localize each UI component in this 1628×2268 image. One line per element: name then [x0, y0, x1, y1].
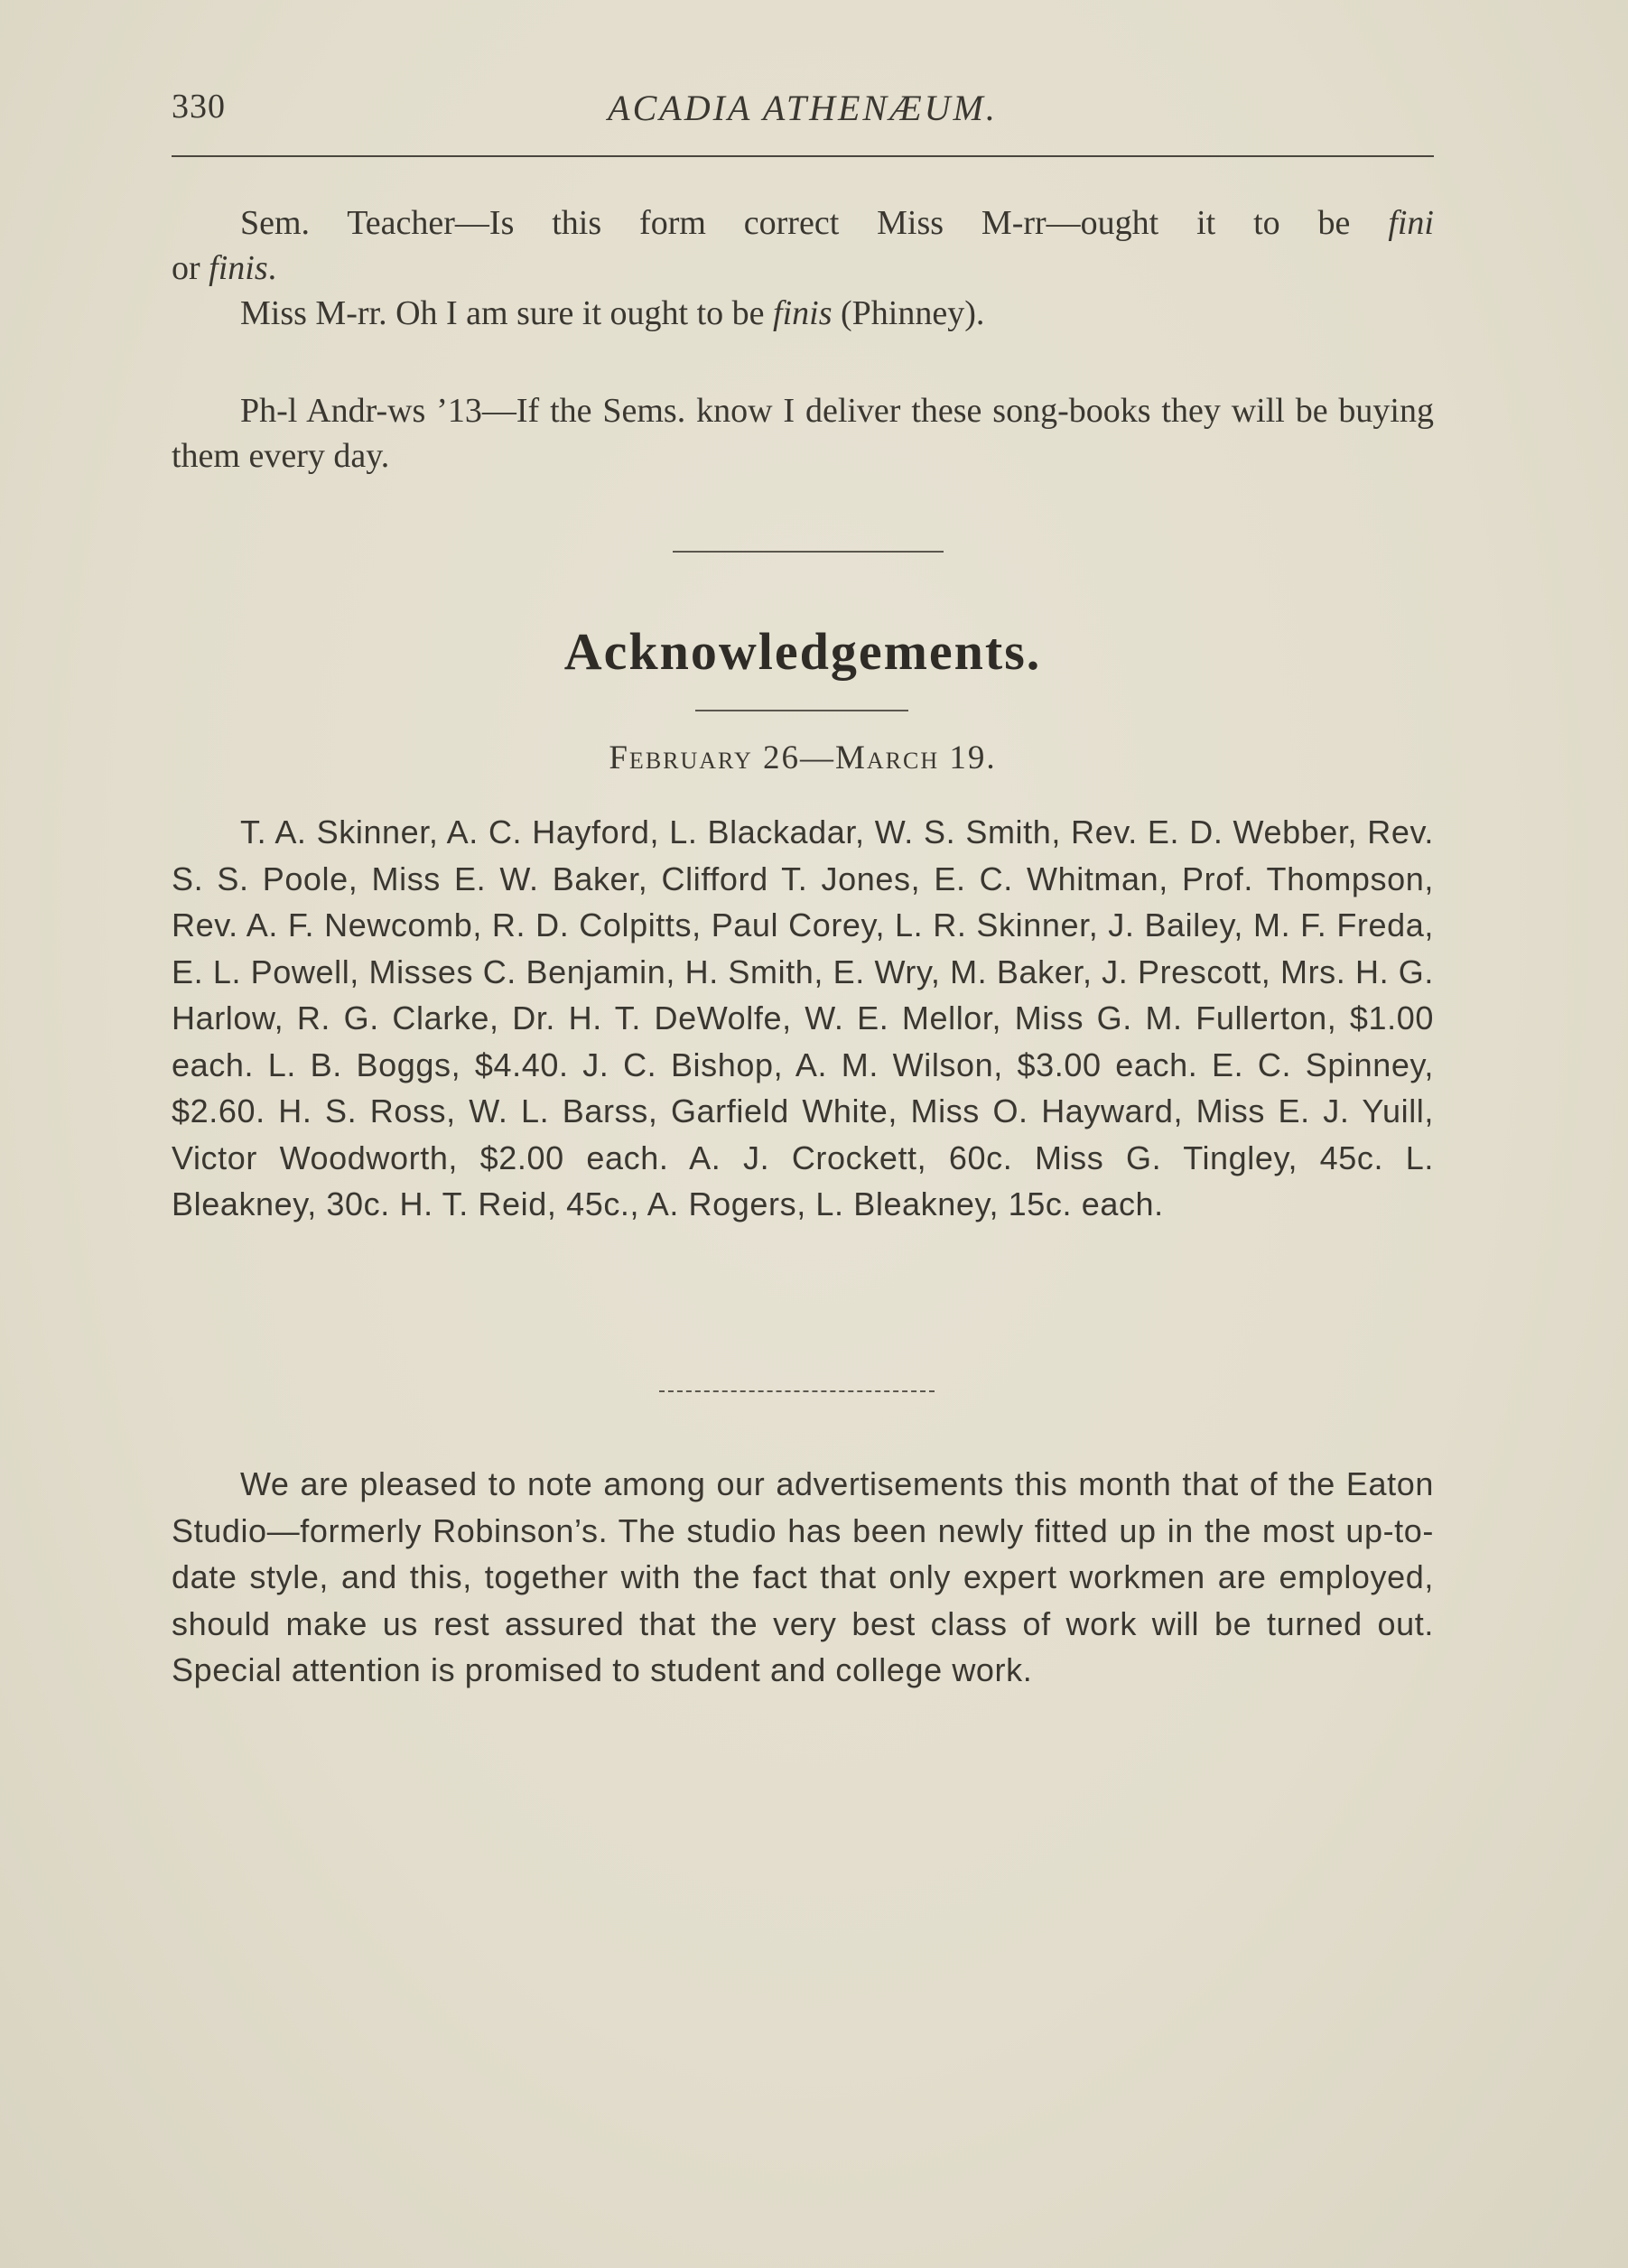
dialogue-line-1-text: Sem. Teacher—Is this form correct Miss M-rr—ought it to be: [240, 204, 1389, 242]
acknowledgements-text: T. A. Skinner, A. C. Hayford, L. Blackadar, W. S. Smith, Rev. E. D. Webber, Rev. S. S. Poole, Miss E. W. Baker, Clifford T. Jones, E. C. Whitman, Prof. Thompson, Rev. A. F. Newcomb, R. D. Colpitts, Paul Corey, L. R. Skinner, J. Bailey, M. F. Freda, E. L. Powell, Misses C. Benjamin, H. Smith, E. Wry, M. Baker, J. Prescott, Mrs. H. G. Harlow, R. G. Clarke, Dr. H. T. DeWolfe, W. E. Mellor, Miss G. M. Fullerton, $1.00 each. L. B. Boggs, $4.40. J. C. Bishop, A. M. Wilson, $3.00 each. E. C. Spinney, $2.60. H. S. Ross, W. L. Barss, Garfield White, Miss O. Hayward, Miss E. J. Yuill, Victor Woodworth, $2.00 each. A. J. Crockett, 60c. Miss G. Tingley, 45c. L. Bleakney, 30c. H. T. Reid, 45c., A. Rogers, L. Bleakney, 15c. each.: [172, 813, 1434, 1222]
notice-block: [172, 1461, 1434, 1694]
acknowledgements-block: [172, 809, 1434, 1228]
quote-text: Ph-l Andr-ws ’13—If the Sems. know I deliver these song-books they will be buying them every day.: [172, 392, 1434, 475]
title-underline: [695, 710, 908, 711]
notice-text: We are pleased to note among our advertisements this month that of the Eaton Studio—formerly Robinson’s. The studio has been newly fitted up in the most up-to-date style, and this, together with the fact that only expert workmen are employed, should make us rest assured that the very best class of work will be turned out. Special attention is promised to student and college work.: [172, 1465, 1434, 1688]
dialogue-line-1-italic: fini: [1388, 204, 1434, 242]
dialogue-block: [172, 200, 1434, 336]
running-head: [172, 83, 1434, 128]
dialogue-line-2-italic: finis: [209, 249, 268, 287]
dialogue-line-2-suffix: .: [267, 249, 277, 287]
dialogue-line-2: [172, 246, 1434, 291]
quote-block: [172, 388, 1434, 479]
dialogue-line-3-italic: finis: [773, 294, 833, 332]
dialogue-line-3-suffix: (Phinney).: [832, 294, 985, 332]
dialogue-line-2-prefix: or: [172, 249, 209, 287]
section-divider-bottom: [659, 1390, 935, 1392]
page-number: 330: [172, 88, 226, 125]
header-rule: [172, 155, 1434, 157]
dialogue-line-3-text: Miss M-rr. Oh I am sure it ought to be: [240, 294, 774, 332]
dialogue-line-1: [172, 200, 1434, 246]
dialogue-line-3: [172, 291, 1434, 336]
acknowledgements-title: Acknowledgements.: [563, 622, 1042, 681]
section-divider-top: [673, 551, 944, 553]
acknowledgements-date-range: February 26—March 19.: [609, 739, 997, 776]
journal-title: ACADIA ATHENÆUM.: [608, 88, 998, 128]
